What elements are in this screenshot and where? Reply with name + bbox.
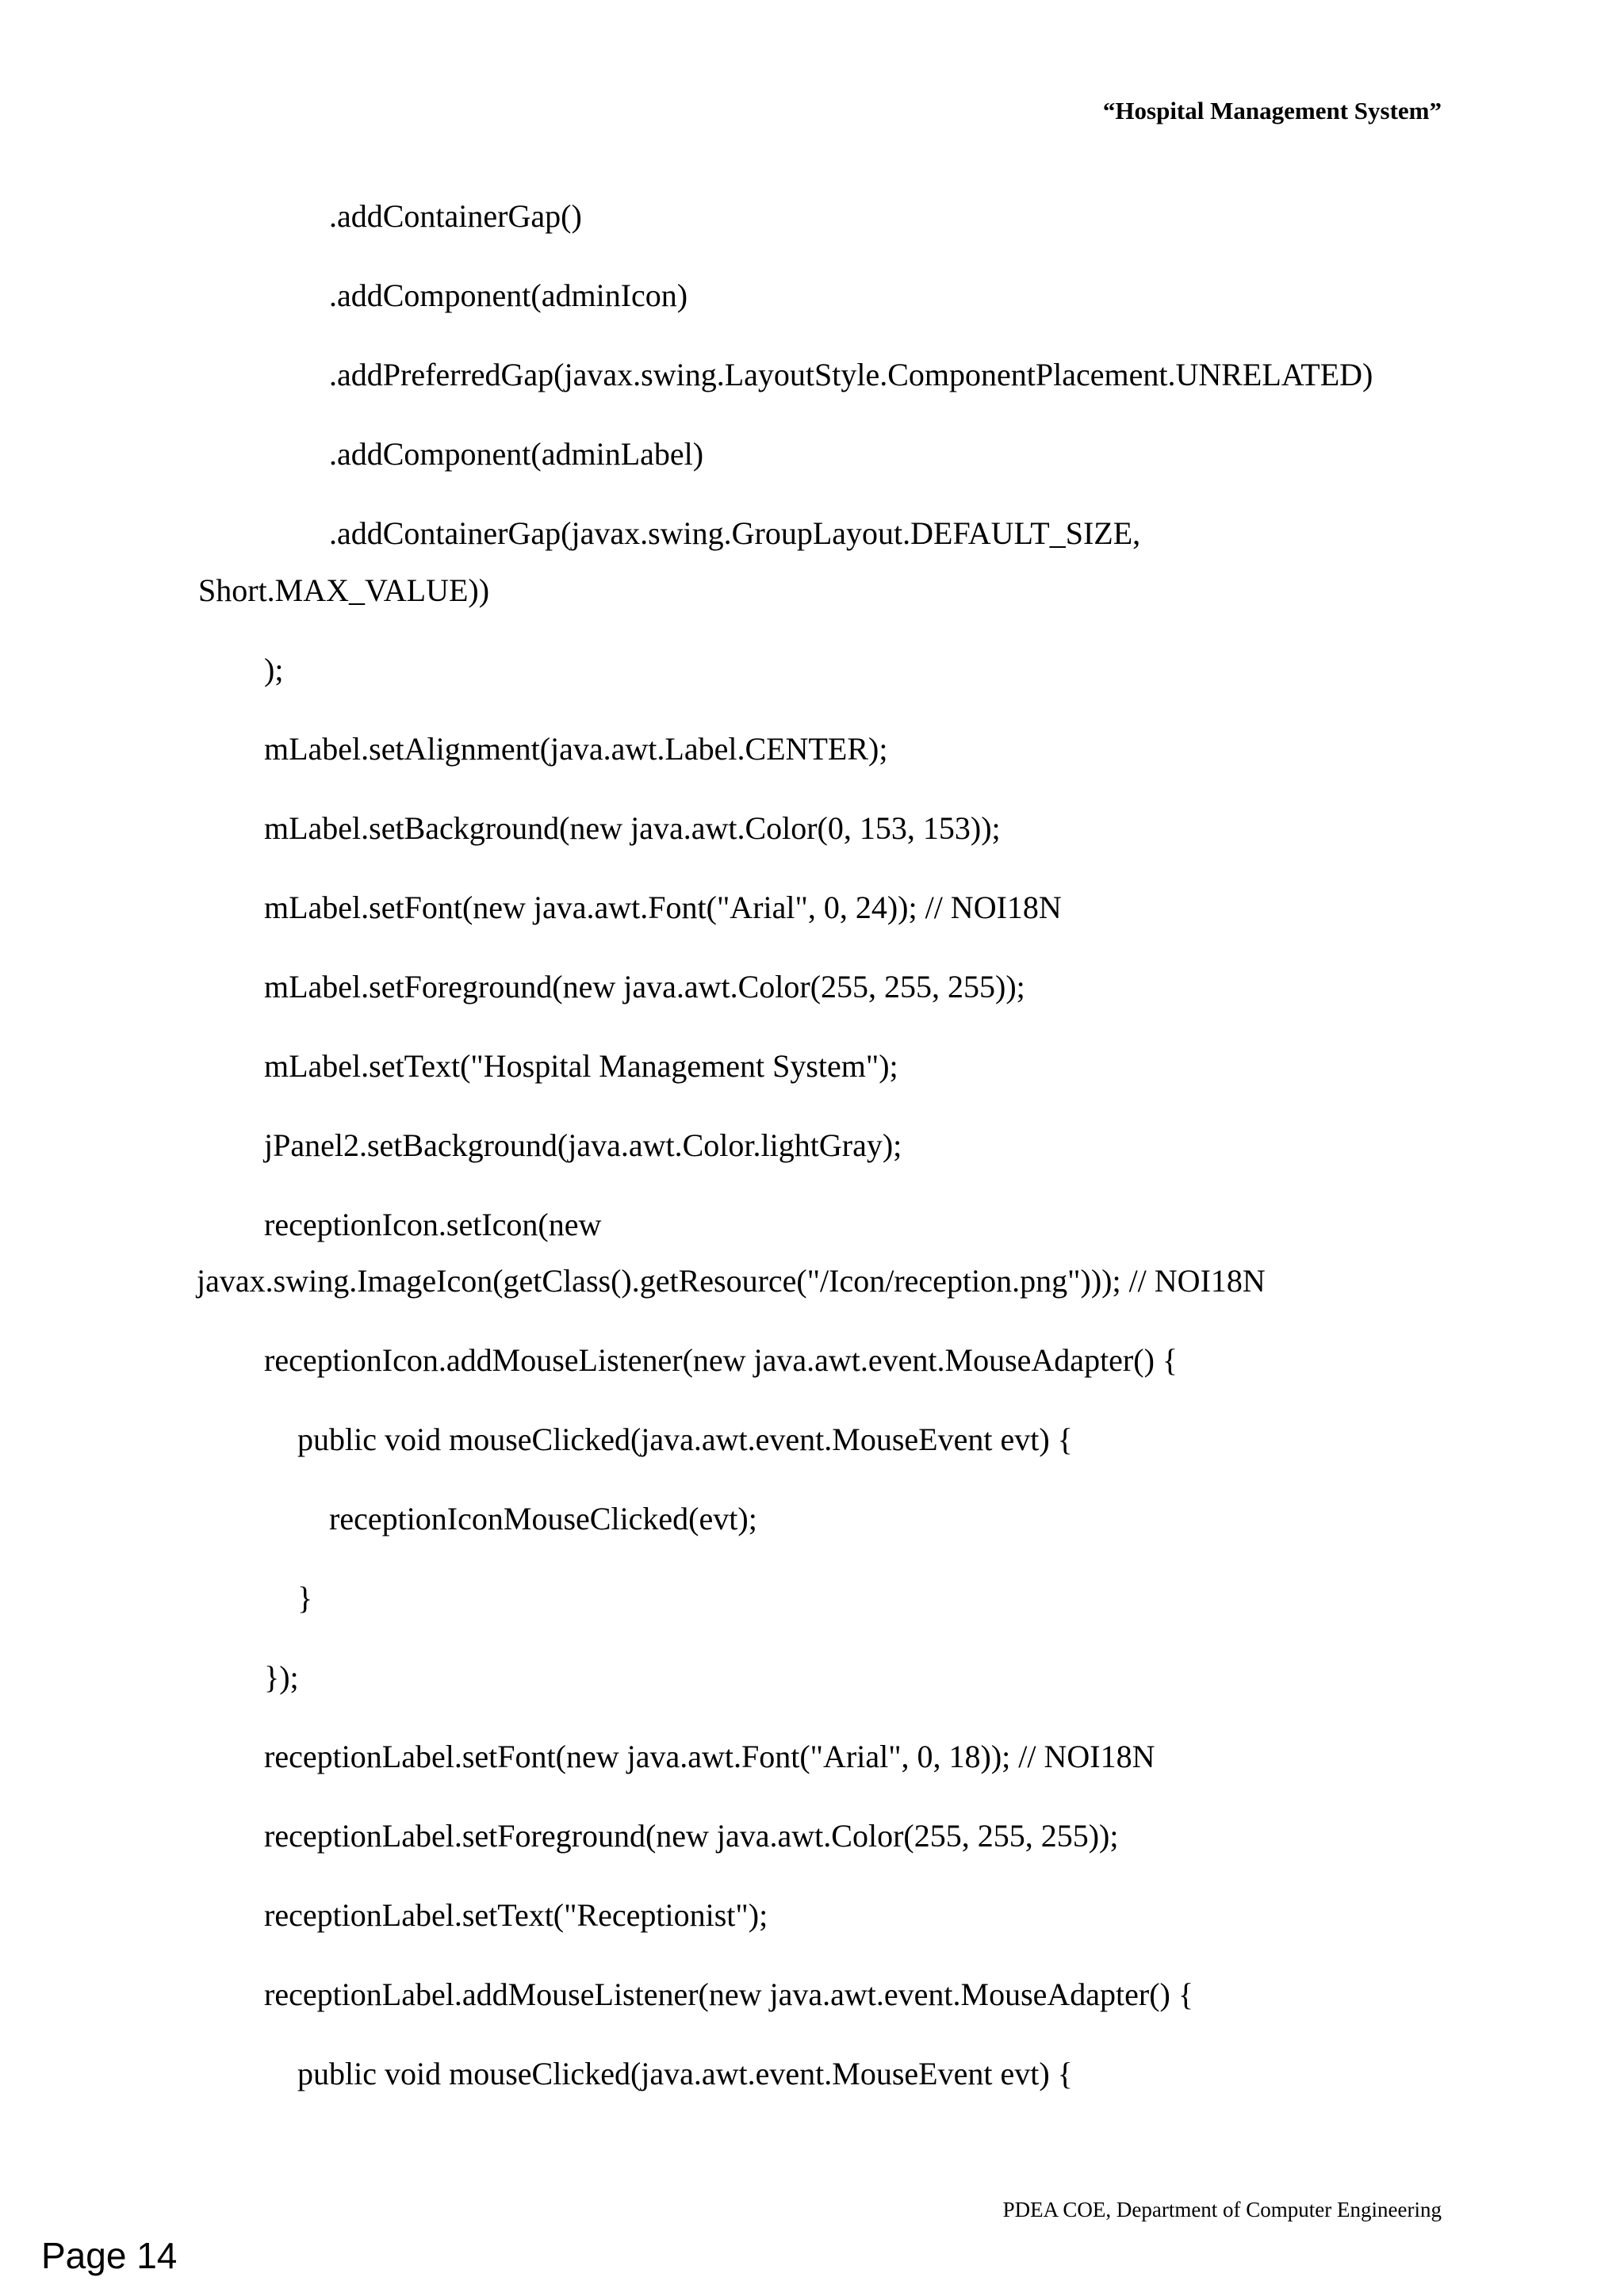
code-line: .addContainerGap() xyxy=(329,198,582,234)
code-line: .addContainerGap(javax.swing.GroupLayout.DEFAULT_SIZE, xyxy=(329,515,1141,551)
code-line: }); xyxy=(264,1659,299,1695)
code-line: mLabel.setBackground(new java.awt.Color(0, 153, 153)); xyxy=(264,810,1001,846)
code-line: jPanel2.setBackground(java.awt.Color.lightGray); xyxy=(264,1127,902,1163)
code-line: .addComponent(adminLabel) xyxy=(329,436,704,472)
code-line: ); xyxy=(264,652,284,687)
code-line: receptionIconMouseClicked(evt); xyxy=(329,1501,757,1536)
code-line: .addComponent(adminIcon) xyxy=(329,277,688,313)
code-line: receptionLabel.setText("Receptionist"); xyxy=(264,1897,768,1933)
code-line: public void mouseClicked(java.awt.event.MouseEvent evt) { xyxy=(297,2056,1073,2091)
code-line: public void mouseClicked(java.awt.event.MouseEvent evt) { xyxy=(297,1422,1073,1457)
page-number: Page 14 xyxy=(41,2235,178,2276)
code-line: receptionIcon.setIcon(new xyxy=(264,1207,602,1242)
code-line: receptionLabel.addMouseListener(new java.awt.event.MouseAdapter() { xyxy=(264,1976,1194,2012)
code-line: mLabel.setFont(new java.awt.Font("Arial", 0, 24)); // NOI18N xyxy=(264,890,1062,925)
code-line: } xyxy=(297,1580,313,1616)
code-line: receptionLabel.setForeground(new java.awt.Color(255, 255, 255)); xyxy=(264,1818,1119,1854)
page-header-title: “Hospital Management System” xyxy=(1102,97,1442,124)
code-line: javax.swing.ImageIcon(getClass().getResource("/Icon/reception.png"))); // NOI18N xyxy=(197,1263,1266,1299)
code-line: mLabel.setAlignment(java.awt.Label.CENTER); xyxy=(264,731,888,767)
code-line: Short.MAX_VALUE)) xyxy=(198,572,490,608)
code-line: .addPreferredGap(javax.swing.LayoutStyle.ComponentPlacement.UNRELATED) xyxy=(329,357,1373,392)
footer-department: PDEA COE, Department of Computer Engineering xyxy=(1002,2198,1442,2221)
code-line: mLabel.setForeground(new java.awt.Color(255, 255, 255)); xyxy=(264,969,1025,1004)
code-line: mLabel.setText("Hospital Management System"); xyxy=(264,1048,898,1084)
code-line: receptionIcon.addMouseListener(new java.awt.event.MouseAdapter() { xyxy=(264,1342,1178,1378)
code-line: receptionLabel.setFont(new java.awt.Font("Arial", 0, 18)); // NOI18N xyxy=(264,1739,1155,1774)
